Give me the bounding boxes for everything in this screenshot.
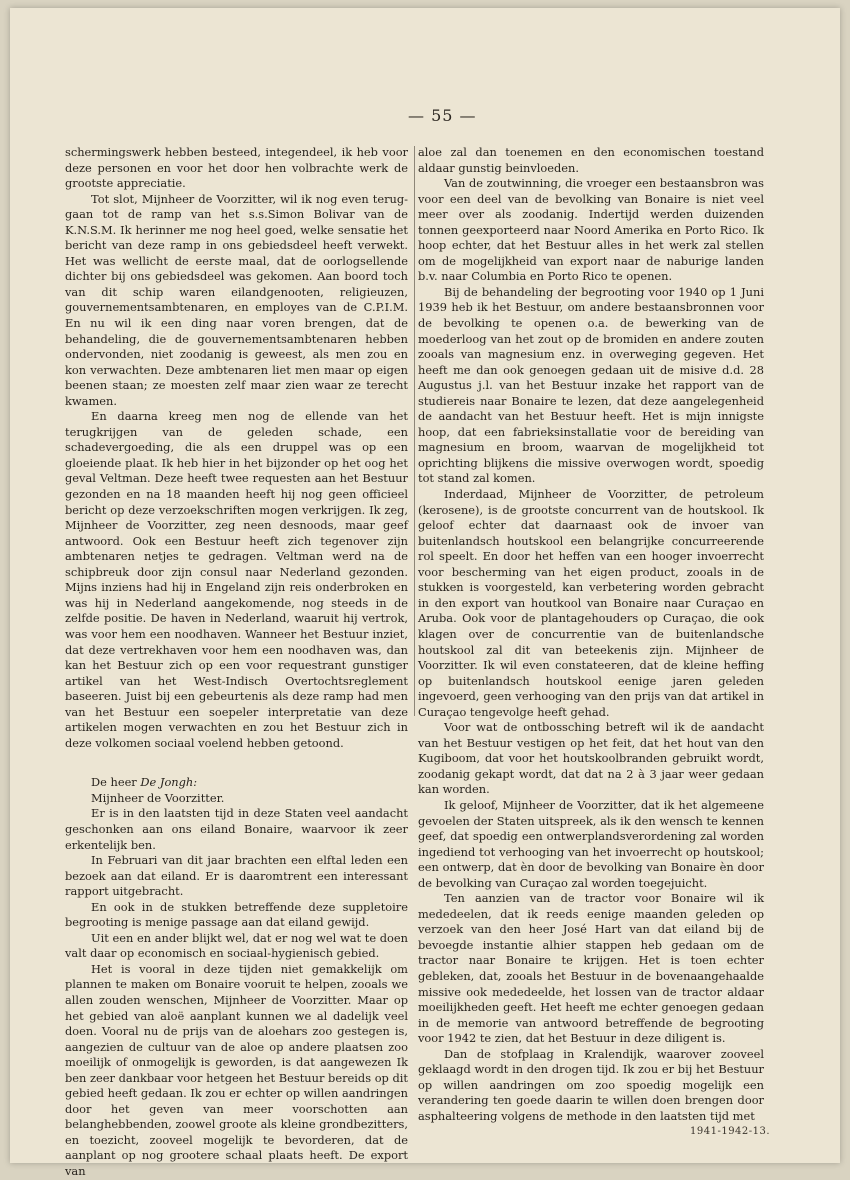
speaker-name: De Jongh: [140, 775, 198, 790]
document-page [10, 8, 840, 1178]
paragraph: Voor wat de ontbossching betreft wil ik de aandacht van het Bestuur vestigen op het feit, dat het hout van den Kugiboom, dat voor het houtskoolbranden gebruikt wordt, zoodanig gekapt wordt, dat dat na 2 à 3 jaar weer gedaan kan worden. [418, 720, 764, 797]
paragraph: Dan de stofplaag in Kralendijk, waarover zooveel geklaagd wordt in den drogen tijd. Ik zou er bij het Bestuur op willen aandringen om zoo spoedig mogelijk een verandering ten goede daarin te willen doen brengen door asphalteering volgens de methode in den laatsten tijd met [418, 1046, 764, 1123]
paragraph: En daarna kreeg men nog de ellende van het terugkrijgen van de geleden schade, een schadevergoeding, die als een druppel was op een gloeiende plaat. Ik heb hier in het bijzonder op het oog het geval Veltman. Deze heeft twee requesten aan het Bestuur gezonden en na 18 maanden heeft hij nog geen officieel bericht op deze verzoekschriften mogen verkrijgen. Ik zeg, Mijnheer de Voorzitter, zeg neen desnoods, maar geef antwoord. Ook een Bestuur heeft zich tegenover zijn ambtenaren netjes te gedragen. Veltman werd na de schipbreuk door zijn consul naar Nederland gezonden. Mijns inziens had hij in Engeland zijn reis onderbroken en was hij in Nederland aangekomende, nog steeds in de zelfde positie. De haven in Nederland, waaruit hij vertrok, was voor hem een noodhaven. Wanneer het Bestuur inziet, dat deze vertrekhaven voor hem een noodhaven was, dan kan het Bestuur zich op een voor requestrant gunstiger artikel van het West-Indisch Overtochtsreglement baseeren. Juist bij een gebeurtenis als deze ramp had men van het Bestuur een soepeler interpretatie van deze artikelen mogen verwachten en zou het Bestuur zich in deze volkomen sociaal voelend hebben getoond. [65, 409, 408, 750]
paragraph: Ten aanzien van de tractor voor Bonaire wil ik mededeelen, dat ik reeds eenige maanden geleden op verzoek van den heer José Hart van dat eiland bij de bevoegde instantie alhier stappen heb gedaan om de tractor naar Bonaire te krijgen. Het is toen echter gebleken, dat, zooals het Bestuur in de bovenaangehaalde missive ook mededeelde, het lossen van de tractor aldaar moeilijkheden geeft. Het heeft me echter genoegen gedaan in de memorie van antwoord betreffende de begrooting voor 1942 te zien, dat het Bestuur in deze diligent is. [418, 891, 764, 1046]
paragraph: aloe zal dan toenemen en den economischen toestand aldaar gunstig beinvloeden. [418, 145, 764, 175]
page-number: — 55 — [408, 106, 477, 125]
right-column [418, 145, 764, 1124]
footer-reference: 1941-1942-13. [690, 1126, 771, 1137]
paragraph: Inderdaad, Mijnheer de Voorzitter, de petroleum (kerosene), is de grootste concurrent van de houtskool. Ik geloof echter dat daarnaast ook de invoer van buitenlandsch houtskool een belangrijke concurreerende rol speelt. En door het heffen van een hooger invoerrecht voor bescherming van het eigen product, zooals in de stukken is voorgesteld, kan verbetering worden gebracht in den export van houtkool van Bonaire naar Curaçao en Aruba. Ook voor de plantagehouders op Curaçao, die ook klagen over de concurrentie van de buitenlandsche houtskool zal dit van beteekenis zijn. Mijnheer de Voorzitter. Ik wil even constateeren, dat de kleine heffing op buitenlandsch houtskool eenige jaren geleden ingevoerd, geen verhooging van den prijs van dat artikel in Curaçao tengevolge heeft gehad. [418, 487, 764, 719]
section-gap [65, 751, 408, 775]
paragraph: Het is vooral in deze tijden niet gemakkelijk om plannen te maken om Bonaire vooruit te helpen, zooals we allen zouden wenschen, Mijnheer de Voorzitter. Maar op het gebied van aloë aanplant kunnen we al dadelijk veel doen. Vooral nu de prijs van de aloehars zoo gestegen is, aangezien de cultuur van de aloe op andere plaatsen zoo moeilijk of onmogelijk is geworden, is dat aangewezen Ik ben zeer dankbaar voor hetgeen het Bestuur bereids op dit gebied heeft gedaan. Ik zou er echter op willen aandringen door het geven van meer voorschotten aan belanghebbenden, zoowel groote als kleine grondbezitters, en toezicht, zooveel mogelijk te bevorderen, dat de aanplant op nog grootere schaal plaats heeft. De export van [65, 961, 408, 1178]
greeting: Mijnheer de Voorzitter. [91, 790, 225, 805]
column-divider [414, 146, 415, 716]
paragraph: Ik geloof, Mijnheer de Voorzitter, dat ik het algemeene gevoelen der Staten uitspreek, als ik den wensch te kennen geef, dat spoedig een ontwerplandsverordening zal worden ingediend tot verhooging van het invoerrecht op houtskool; een ontwerp, dat èn door de bevolking van Bonaire èn door de bevolking van Curaçao zal worden toegejuicht. [418, 797, 764, 890]
paragraph: Van de zoutwinning, die vroeger een bestaansbron was voor een deel van de bevolking van Bonaire is niet veel meer over als zoodanig. Indertijd werden duizenden tonnen geexporteerd naar Noord Amerika en Porto Rico. Ik hoop echter, dat het Bestuur alles in het werk zal stellen om de mogelijkheid van export naar de naburige landen b.v. naar Columbia en Porto Rico te openen. [418, 176, 764, 284]
paragraph: In Februari van dit jaar brachten een elftal leden een bezoek aan dat eiland. Er is daaromtrent een interessant rapport uitgebracht. [65, 853, 408, 899]
speaker-heading [65, 775, 408, 791]
paragraph: Bij de behandeling der begrooting voor 1940 op 1 Juni 1939 heb ik het Bestuur, om andere bestaansbronnen voor de bevolking te openen o.a. de bewerking van de moederloog van het zout op de bromiden en andere zouten zooals van magnesium enz. in overweging gegeven. Het heeft me dan ook genoegen gedaan uit de misive d.d. 28 Augustus j.l. van het Bestuur inzake het rapport van de studiereis naar Bonaire te lezen, dat deze aangelegenheid de aandacht van het Bestuur heeft. Het is mijn innigste hoop, dat een fabrieksinstallatie voor de bereiding van magnesium en broom, waarvan de mogelijkheid tot oprichting blijkens die missive overwogen wordt, spoedig tot stand zal komen. [418, 284, 764, 486]
paragraph: Tot slot, Mijnheer de Voorzitter, wil ik nog even teruggaan tot de ramp van het s.s.Simon Bolivar van de K.N.S.M. Ik herinner me nog heel goed, welke sensatie het bericht van deze ramp in ons gebiedsdeel heeft verwekt. Het was wellicht de eerste maal, dat de oorlogsellende dichter bij ons gebiedsdeel was gekomen. Aan boord toch van dit schip waren eilandgenooten, religieuzen, gouvernementsambtenaren, en employes van de C.P.I.M. En nu wil ik een ding naar voren brengen, dat de behandeling, die de gouvernementsambtenaren hebben ondervonden, niet zoodanig is geweest, als men zou en kon verwachten. Deze ambtenaren liet men maar op eigen beenen staan; ze moesten zelf maar zien waar ze terecht kwamen. [65, 191, 408, 408]
paragraph: Er is in den laatsten tijd in deze Staten veel aandacht geschonken aan ons eiland Bonaire, waarvoor ik zeer erkentelijk ben. [65, 806, 408, 852]
speaker-prefix: De heer [91, 775, 137, 790]
left-column [65, 145, 408, 1180]
paragraph: Uit een en ander blijkt wel, dat er nog wel wat te doen valt daar op economisch en sociaal-hygienisch gebied. [65, 930, 408, 961]
paragraph: En ook in de stukken betreffende deze suppletoire begrooting is menige passage aan dat eiland gewijd. [65, 899, 408, 930]
paragraph: schermingswerk hebben besteed, integendeel, ik heb voor deze personen en voor het door hen volbrachte werk de grootste appreciatie. [65, 145, 408, 191]
